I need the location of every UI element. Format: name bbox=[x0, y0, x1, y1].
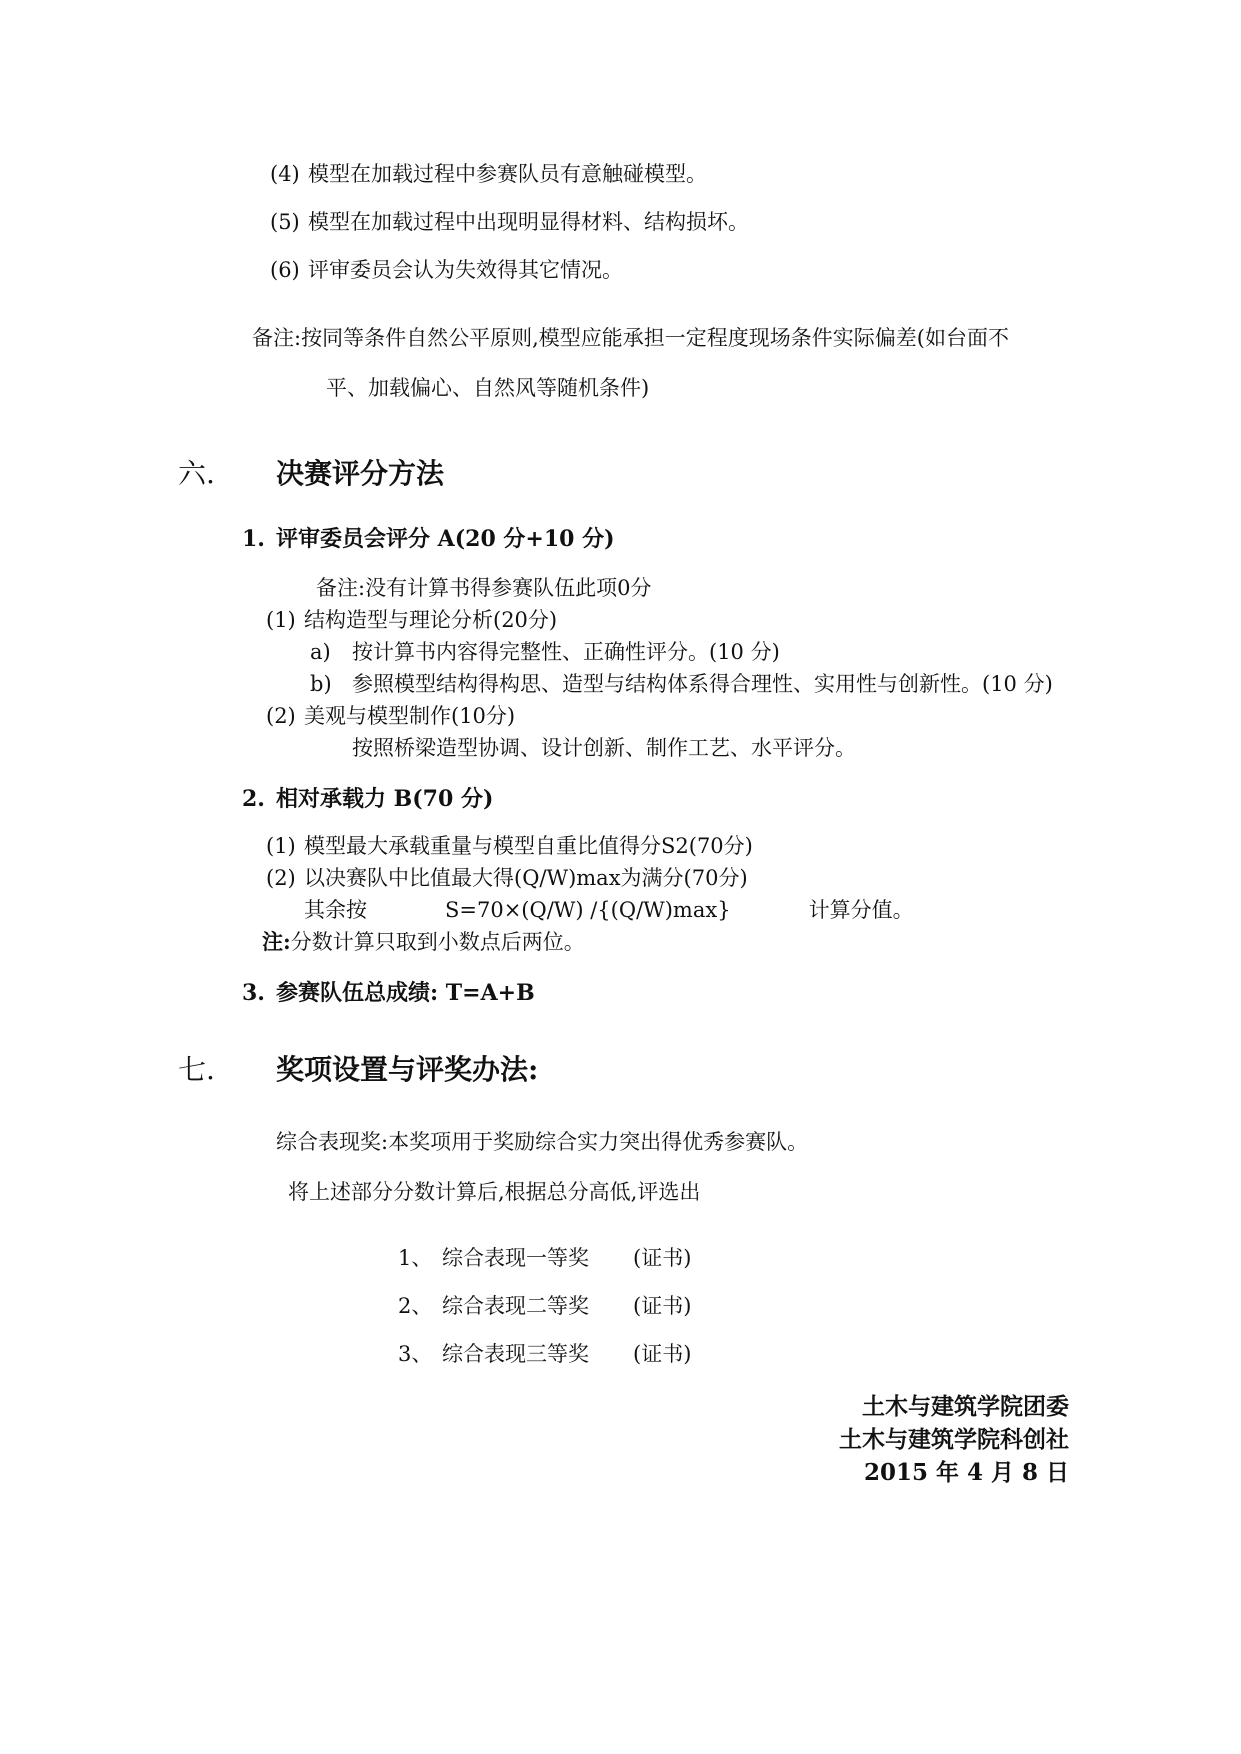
formula-suffix: 计算分值。 bbox=[808, 898, 914, 922]
criterion-2-text: 按照桥梁造型协调、设计创新、制作工艺、水平评分。 bbox=[352, 736, 856, 760]
item-text: 结构造型与理论分析(20分) bbox=[304, 608, 558, 632]
subsection-number: 3. bbox=[242, 980, 265, 1006]
item-text: 模型最大承载重量与模型自重比值得分S2(70分) bbox=[304, 834, 753, 858]
rounding-note bbox=[262, 928, 585, 956]
subsection-6-1-note: 备注:没有计算书得参赛队伍此项0分 bbox=[316, 576, 652, 600]
award-certificate: (证书) bbox=[633, 1246, 692, 1270]
criterion-1-a bbox=[310, 638, 780, 666]
load-item-1 bbox=[266, 832, 753, 860]
award-intro-2: 将上述部分分数计算后,根据总分高低,评选出 bbox=[288, 1180, 701, 1204]
section-6-title: 决赛评分方法 bbox=[276, 457, 445, 490]
load-item-2 bbox=[266, 864, 748, 892]
remark-line-2: 平、加载偏心、自然风等随机条件) bbox=[326, 376, 650, 400]
award-item-1 bbox=[398, 1244, 691, 1272]
item-number: (1) bbox=[266, 834, 296, 858]
signature-org-1: 土木与建筑学院团委 bbox=[862, 1393, 1069, 1420]
note-label: 注: bbox=[262, 929, 291, 954]
item-number: (6) bbox=[270, 258, 300, 282]
signature-date: 2015 年 4 月 8 日 bbox=[863, 1459, 1069, 1486]
item-number: (2) bbox=[266, 866, 296, 890]
item-text: 以决赛队中比值最大得(Q/W)max为满分(70分) bbox=[304, 866, 748, 890]
item-number: (5) bbox=[270, 210, 300, 234]
failure-item-4 bbox=[270, 160, 707, 188]
formula-line bbox=[304, 896, 914, 924]
section-6-number: 六. bbox=[178, 457, 215, 490]
failure-item-5 bbox=[270, 208, 749, 236]
award-name: 综合表现三等奖 bbox=[442, 1342, 589, 1366]
failure-item-6 bbox=[270, 256, 623, 284]
formula: S=70×(Q/W) /{(Q/W)max} bbox=[445, 898, 731, 922]
award-number: 2、 bbox=[398, 1294, 433, 1318]
item-text: 按计算书内容得完整性、正确性评分。(10 分) bbox=[352, 640, 780, 664]
item-number: (1) bbox=[266, 608, 296, 632]
item-number: (2) bbox=[266, 704, 296, 728]
item-text: 模型在加载过程中出现明显得材料、结构损坏。 bbox=[308, 210, 749, 234]
award-number: 3、 bbox=[398, 1342, 433, 1366]
subsection-number: 2. bbox=[242, 786, 265, 812]
subsection-6-1-heading bbox=[242, 524, 615, 554]
item-letter: b) bbox=[310, 672, 332, 696]
formula-prefix: 其余按 bbox=[304, 898, 367, 922]
item-text: 模型在加载过程中参赛队员有意触碰模型。 bbox=[308, 162, 707, 186]
award-number: 1、 bbox=[398, 1246, 433, 1270]
award-name: 综合表现一等奖 bbox=[442, 1246, 589, 1270]
section-7-title: 奖项设置与评奖办法: bbox=[276, 1053, 539, 1086]
remark-line-1: 备注:按同等条件自然公平原则,模型应能承担一定程度现场条件实际偏差(如台面不 bbox=[252, 326, 1009, 350]
subsection-number: 1. bbox=[242, 526, 265, 552]
criterion-1 bbox=[266, 606, 557, 634]
award-intro-1: 综合表现奖:本奖项用于奖励综合实力突出得优秀参赛队。 bbox=[276, 1130, 809, 1154]
award-certificate: (证书) bbox=[633, 1294, 692, 1318]
subsection-6-3-heading bbox=[242, 978, 535, 1008]
item-text: 评审委员会认为失效得其它情况。 bbox=[308, 258, 623, 282]
award-certificate: (证书) bbox=[633, 1342, 692, 1366]
award-name: 综合表现二等奖 bbox=[442, 1294, 589, 1318]
item-text: 美观与模型制作(10分) bbox=[304, 704, 516, 728]
item-text: 参照模型结构得构思、造型与结构体系得合理性、实用性与创新性。(10 分) bbox=[352, 672, 1053, 696]
item-number: (4) bbox=[270, 162, 300, 186]
subsection-title: 评审委员会评分 A(20 分+10 分) bbox=[276, 526, 615, 552]
subsection-title: 参赛队伍总成绩: T=A+B bbox=[276, 980, 535, 1006]
criterion-2 bbox=[266, 702, 515, 730]
award-item-2 bbox=[398, 1292, 691, 1320]
signature-org-2: 土木与建筑学院科创社 bbox=[839, 1426, 1069, 1453]
award-item-3 bbox=[398, 1340, 691, 1368]
item-letter: a) bbox=[310, 640, 331, 664]
subsection-6-2-heading bbox=[242, 784, 493, 814]
note-text: 分数计算只取到小数点后两位。 bbox=[290, 930, 585, 954]
criterion-1-b bbox=[310, 670, 1053, 698]
section-7-number: 七. bbox=[178, 1053, 215, 1086]
subsection-title: 相对承载力 B(70 分) bbox=[276, 786, 494, 812]
